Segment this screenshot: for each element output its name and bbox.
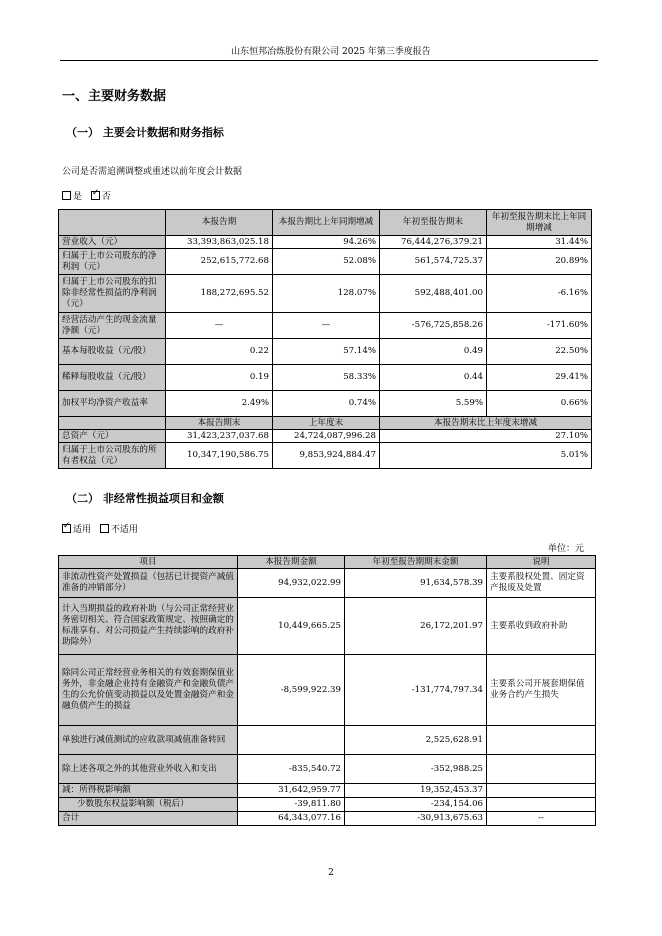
cell: 57.14% (273, 339, 380, 365)
header-cell: 年初至报告期末比上年同期增减 (487, 210, 592, 236)
table-row (59, 598, 596, 655)
cell: 主要系股权处置、固定资产报废及处置 (487, 569, 596, 598)
cell: 26,172,201.97 (345, 598, 487, 655)
cell: 128.07% (273, 275, 380, 313)
unit-label: 单位：元 (548, 544, 585, 554)
row-label: 基本每股收益（元/股） (59, 339, 166, 365)
cell: — (166, 313, 273, 339)
restatement-question: 公司是否需追溯调整或重述以前年度会计数据 (62, 167, 243, 177)
table-header-row (59, 556, 596, 569)
cell: 0.74% (273, 391, 380, 417)
cell: 52.08% (273, 249, 380, 275)
option-applicable-label: 适用 (73, 525, 92, 535)
table-row (59, 784, 596, 798)
table-row (59, 798, 596, 812)
row-label: 归属于上市公司股东的扣除非经常性损益的净利润（元） (59, 275, 166, 313)
table-row (59, 655, 596, 726)
checkbox-yes[interactable] (62, 191, 71, 200)
cell: 76,444,276,379.21 (380, 236, 487, 249)
cell: 20.89% (487, 249, 592, 275)
cell: -352,988.25 (345, 755, 487, 784)
cell: -- (487, 812, 596, 826)
cell: 94,932,022.99 (238, 569, 345, 598)
header-cell: 本报告期末 (166, 417, 273, 430)
table-row (59, 249, 592, 275)
header-cell: 上年度末 (273, 417, 380, 430)
cell: 主要系公司开展套期保值业务合约产生损失 (487, 655, 596, 726)
table-row (59, 569, 596, 598)
non-recurring-items-table (58, 555, 596, 826)
cell (487, 755, 596, 784)
cell: 58.33% (273, 365, 380, 391)
cell: 2,525,628.91 (345, 726, 487, 755)
cell: -39,811.80 (238, 798, 345, 812)
table-header-row (59, 210, 592, 236)
table-row (59, 755, 596, 784)
row-label: 归属于上市公司股东的净利润（元） (59, 249, 166, 275)
page-number: 2 (328, 868, 334, 878)
row-label: 经营活动产生的现金流量净额（元） (59, 313, 166, 339)
page-header: 山东恒邦冶炼股份有限公司 2025 年第三季度报告 (231, 47, 431, 57)
row-label: 少数股东权益影响额（税后） (59, 798, 238, 812)
header-cell: 本报告期 (166, 210, 273, 236)
cell: — (273, 313, 380, 339)
row-label: 总资产（元） (59, 430, 166, 443)
cell: -835,540.72 (238, 755, 345, 784)
table-row (59, 275, 592, 313)
cell: 29.41% (487, 365, 592, 391)
cell: -131,774,797.34 (345, 655, 487, 726)
cell: 31,642,959.77 (238, 784, 345, 798)
table-row (59, 726, 596, 755)
table-subheader-row (59, 417, 592, 430)
cell: 5.01% (380, 443, 592, 469)
header-cell: 本报告期末比上年度末增减 (380, 417, 592, 430)
cell: -171.60% (487, 313, 592, 339)
cell: -6.16% (487, 275, 592, 313)
cell: 561,574,725.37 (380, 249, 487, 275)
table-row (59, 430, 592, 443)
option-no-label: 否 (101, 192, 111, 202)
cell: 64,343,077.16 (238, 812, 345, 826)
row-label: 非流动性资产处置损益（包括已计提资产减值准备的冲销部分） (59, 569, 238, 598)
cell: 94.26% (273, 236, 380, 249)
cell: 252,615,772.68 (166, 249, 273, 275)
cell (487, 726, 596, 755)
row-label: 合计 (59, 812, 238, 826)
header-rule (60, 60, 598, 61)
cell: 0.19 (166, 365, 273, 391)
cell: -234,154.06 (345, 798, 487, 812)
header-cell: 项目 (59, 556, 238, 569)
subsection-title-1: （一） 主要会计数据和财务指标 (66, 126, 224, 139)
cell: -8,599,922.39 (238, 655, 345, 726)
header-cell (59, 417, 166, 430)
row-label: 单独进行减值测试的应收款项减值准备转回 (59, 726, 238, 755)
cell: 27.10% (380, 430, 592, 443)
cell: 9,853,924,884.47 (273, 443, 380, 469)
row-label: 除上述各项之外的其他营业外收入和支出 (59, 755, 238, 784)
row-label: 计入当期损益的政府补助（与公司正常经营业务密切相关、符合国家政策规定、按照确定的标准享有、对公司损益产生持续影响的政府补助除外） (59, 598, 238, 655)
header-cell: 本报告期比上年同期增减 (273, 210, 380, 236)
restatement-options (62, 189, 117, 202)
table-row (59, 339, 592, 365)
cell: 33,393,863,025.18 (166, 236, 273, 249)
cell: 592,488,401.00 (380, 275, 487, 313)
cell: 5.59% (380, 391, 487, 417)
header-cell: 年初至报告期期末金额 (345, 556, 487, 569)
checkbox-no[interactable] (91, 191, 100, 200)
cell: 0.66% (487, 391, 592, 417)
applicability-options (62, 522, 144, 535)
row-label: 营业收入（元） (59, 236, 166, 249)
header-cell (59, 210, 166, 236)
table-row (59, 365, 592, 391)
row-label: 稀释每股收益（元/股） (59, 365, 166, 391)
cell: 24,724,087,996.28 (273, 430, 380, 443)
cell: -30,913,675.63 (345, 812, 487, 826)
cell: 0.22 (166, 339, 273, 365)
cell (487, 798, 596, 812)
table-row (59, 236, 592, 249)
cell: 2.49% (166, 391, 273, 417)
header-cell: 说明 (487, 556, 596, 569)
checkbox-not-applicable[interactable] (100, 524, 109, 533)
table-row (59, 812, 596, 826)
cell: 91,634,578.39 (345, 569, 487, 598)
checkbox-applicable[interactable] (62, 524, 71, 533)
cell: 22.50% (487, 339, 592, 365)
cell: 0.49 (380, 339, 487, 365)
cell (487, 784, 596, 798)
table-row (59, 313, 592, 339)
row-label: 归属于上市公司股东的所有者权益（元） (59, 443, 166, 469)
cell: 主要系收到政府补助 (487, 598, 596, 655)
subsection-title-2: （二） 非经常性损益项目和金额 (66, 492, 224, 505)
cell: 188,272,695.52 (166, 275, 273, 313)
row-label: 除同公司正常经营业务相关的有效套期保值业务外，非金融企业持有金融资产和金融负债产生的公允价值变动损益以及处置金融资产和金融负债产生的损益 (59, 655, 238, 726)
cell: 10,347,190,586.75 (166, 443, 273, 469)
row-label: 加权平均净资产收益率 (59, 391, 166, 417)
cell: 19,352,453.37 (345, 784, 487, 798)
financial-indicators-table (58, 209, 592, 469)
header-cell: 年初至报告期末 (380, 210, 487, 236)
option-not-applicable-label: 不适用 (110, 525, 138, 535)
option-yes-label: 是 (73, 192, 83, 202)
table-row (59, 443, 592, 469)
row-label: 减：所得税影响额 (59, 784, 238, 798)
header-cell: 本报告期金额 (238, 556, 345, 569)
cell: 31.44% (487, 236, 592, 249)
section-title: 一、主要财务数据 (62, 89, 167, 104)
cell: 10,449,665.25 (238, 598, 345, 655)
cell: 31,423,237,037.68 (166, 430, 273, 443)
cell (238, 726, 345, 755)
cell: 0.44 (380, 365, 487, 391)
table-row (59, 391, 592, 417)
cell: -576,725,858.26 (380, 313, 487, 339)
